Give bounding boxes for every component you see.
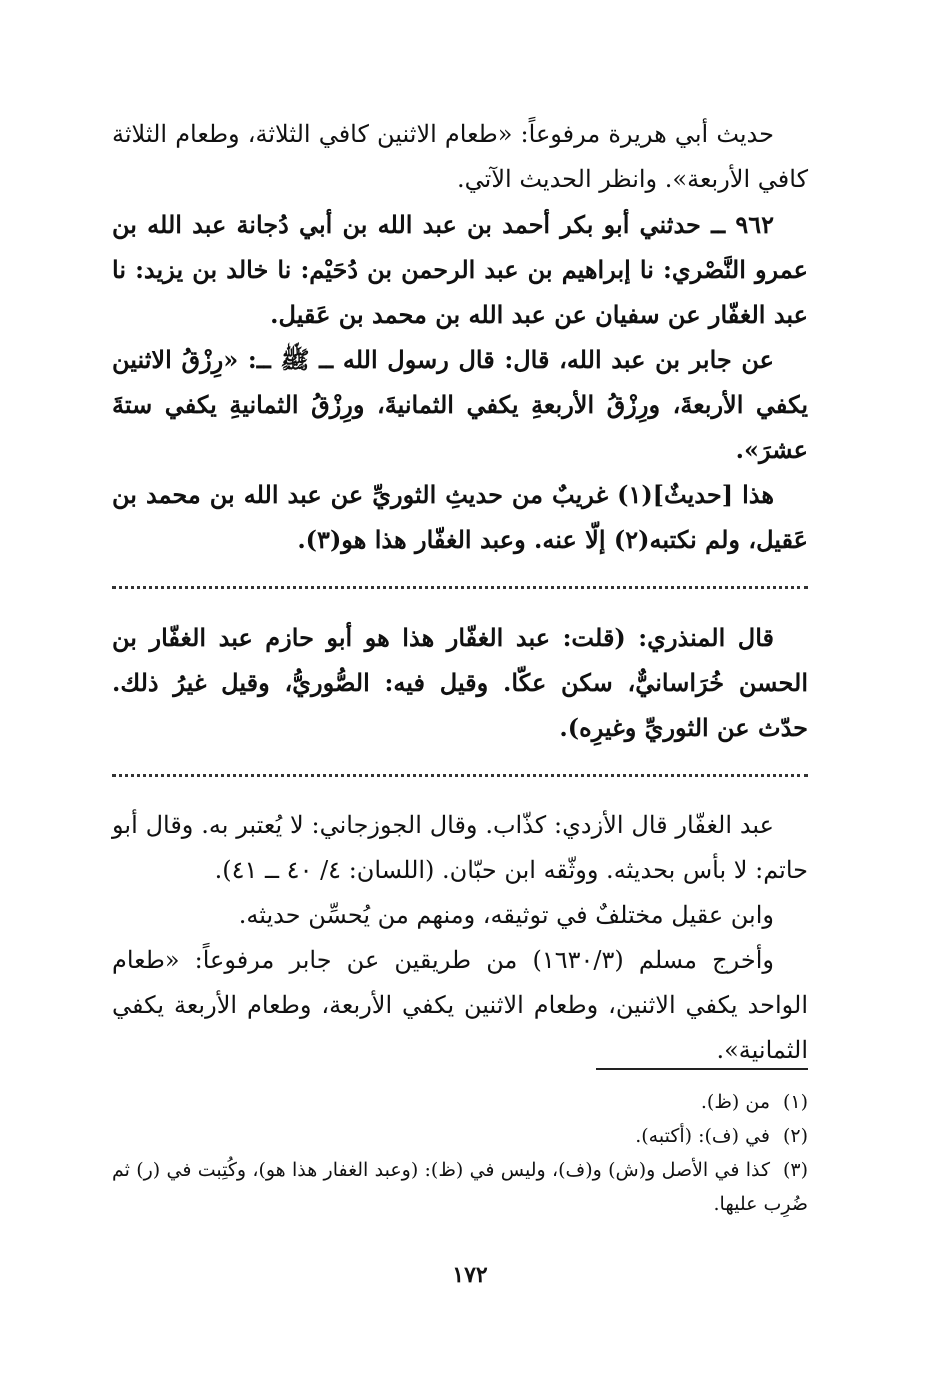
paragraph-commentary-azdi: عبد الغفّار قال الأزدي: كذّاب. وقال الجوزجاني: لا يُعتبر به. وقال أبو حاتم: لا بأس بحديثه. ووثّقه ابن حبّان. (اللسان: ٤/ ٤٠ ــ ٤١). (112, 811, 808, 884)
paragraph-hadith-962-isnad: ٩٦٢ ــ حدثني أبو بكر أحمد بن عبد الله بن أبي دُجانة عبد الله بن عمرو النَّصْري: نا إبراهيم بن عبد الرحمن بن دُحَيْم: نا خالد بن يزيد: نا عبد الغفّار عن سفيان عن عبد الله بن محمد بن عَقيل. (112, 210, 808, 329)
page-number: ١٧٢ (452, 1262, 488, 1288)
footnote-number: (٣) (782, 1159, 808, 1181)
footnote-text: في (ف): (أكتبه). (635, 1125, 770, 1147)
paragraph-mundhiri-comment: قال المنذري: (قلت: عبد الغفّار هذا هو أبو حازم عبد الغفّار بن الحسن خُرَاسانيٌّ، سكن عكّا. وقيل فيه: الصُّوريُّ، وقيل غيرُ ذلك. حدّث عن الثوريِّ وغيرِه). (112, 623, 808, 742)
footnote-2 (112, 1119, 808, 1153)
footnote-1 (112, 1085, 808, 1119)
paragraph-hadith-962-note: هذا [حديثٌ](١) غريبٌ من حديثِ الثوريِّ عن عبد الله بن محمد بن عَقيل، ولم نكتبه(٢) إلّا عنه. وعبد الغفّار هذا هو(٣). (112, 480, 808, 554)
footnote-text: من (ظ). (700, 1091, 770, 1113)
paragraph-commentary-muslim: وأخرج مسلم (١٦٣٠/٣) من طريقين عن جابر مرفوعاً: «طعام الواحد يكفي الاثنين، وطعام الاثنين يكفي الأربعة، وطعام الأربعة يكفي الثمانية». (112, 946, 808, 1064)
footnotes (112, 1085, 808, 1221)
main-text (112, 112, 808, 1073)
dotted-divider-bottom (112, 774, 808, 777)
footnote-3 (112, 1153, 808, 1221)
paragraph-commentary-ibn-aqil: وابن عقيل مختلفٌ في توثيقه، ومنهم من يُحسِّن حديثه. (238, 901, 774, 929)
footnote-text: كذا في الأصل و(ش) و(ف)، وليس في (ظ): (وعبد الغفار هذا هو)، وكُتِبت في (ر) ثم ضُرِب عليها. (112, 1159, 808, 1215)
paragraph-hadith-abu-huraira: حديث أبي هريرة مرفوعاً: «طعام الاثنين كافي الثلاثة، وطعام الثلاثة كافي الأربعة». وانظر الحديث الآتي. (112, 120, 808, 193)
dotted-divider-top (112, 586, 808, 589)
paragraph-hadith-962-matn: عن جابر بن عبد الله، قال: قال رسول الله ــ ﷺ ــ: «رِزْقُ الاثنين يكفي الأربعةَ، ورِزْقُ الأربعةِ يكفي الثمانيةَ، ورِزْقُ الثمانيةِ يكفي ستةَ عشرَ». (112, 345, 808, 464)
footnote-rule (596, 1068, 808, 1070)
footnote-number: (٢) (782, 1125, 808, 1147)
footnote-number: (١) (782, 1091, 808, 1113)
